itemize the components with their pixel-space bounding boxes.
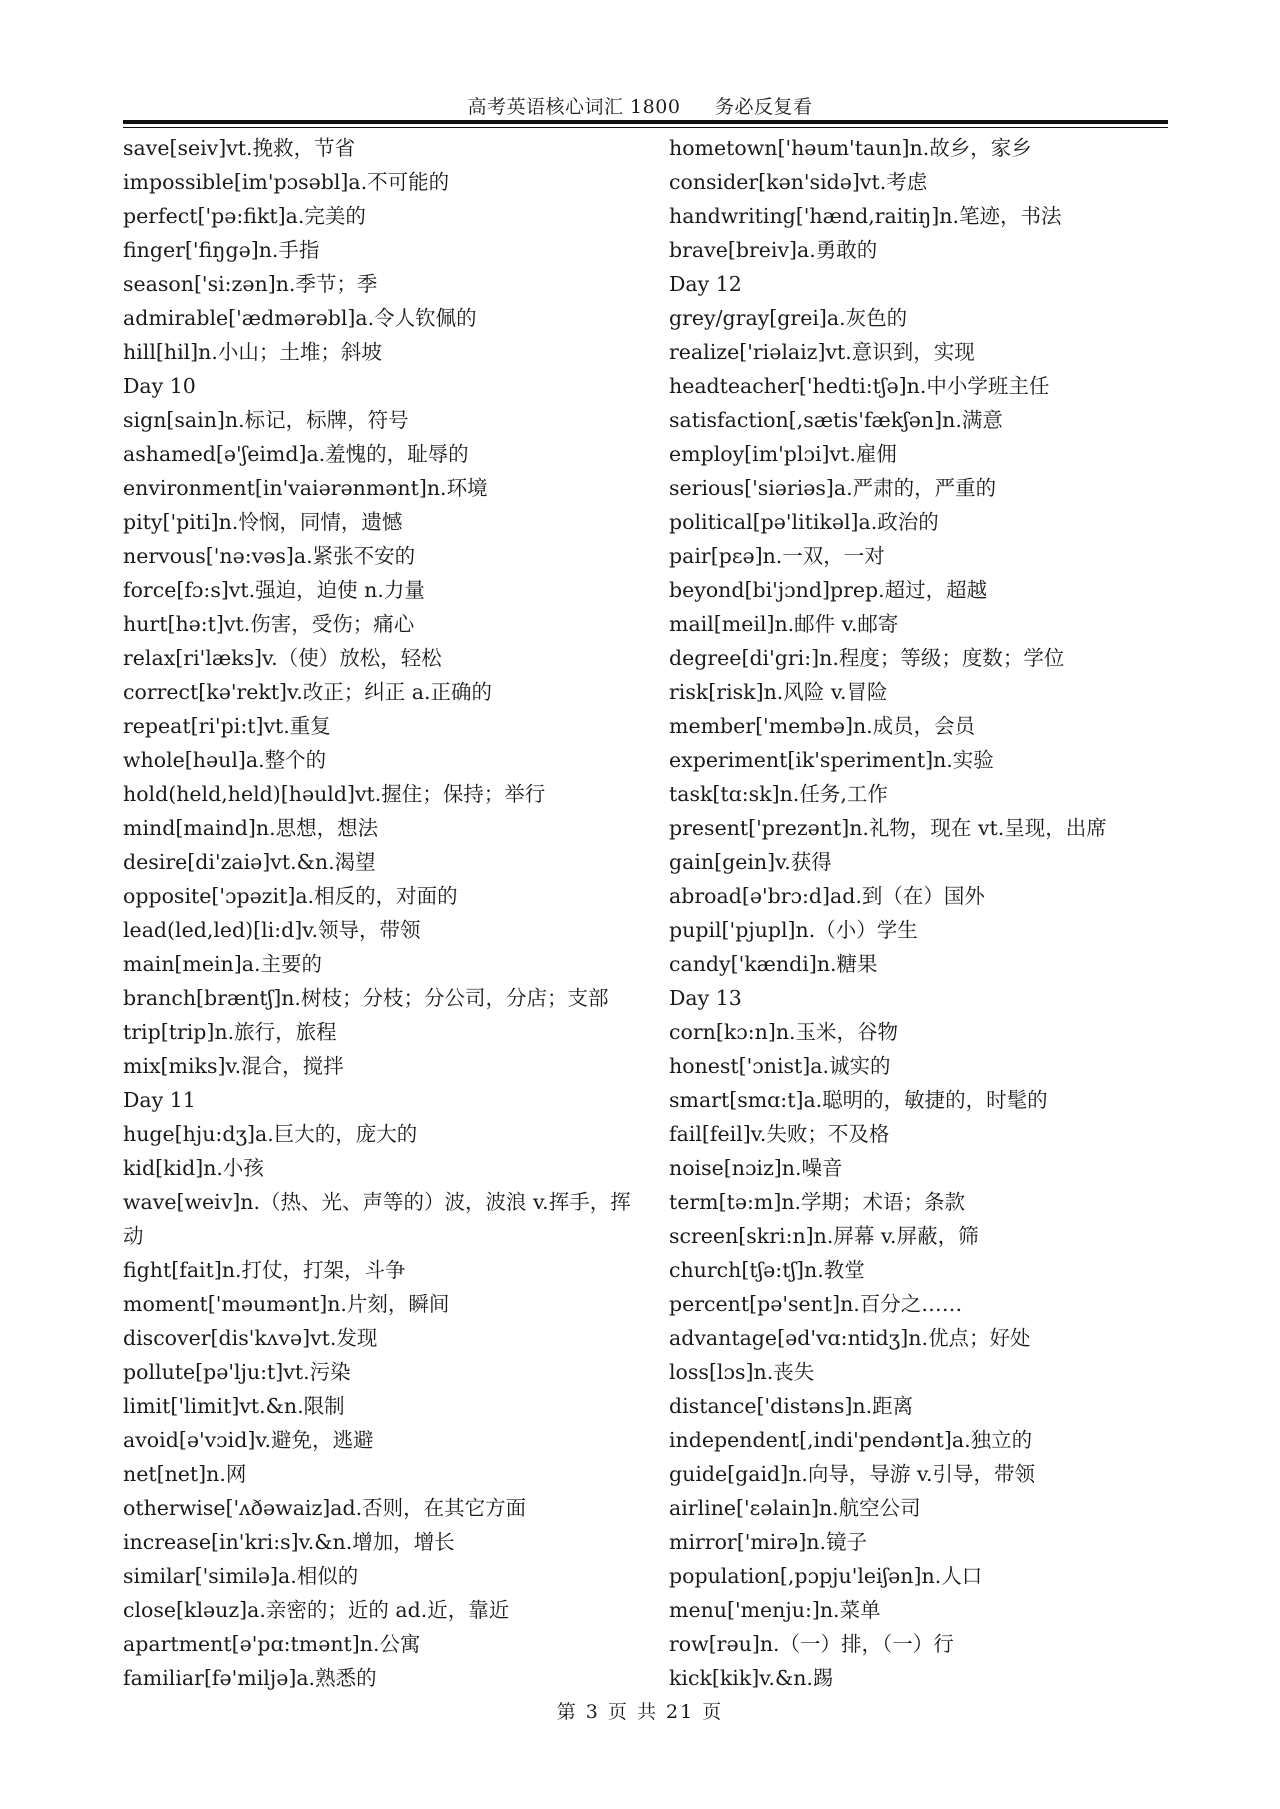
vocab-entry: mirror['mirə]n.镜子 xyxy=(669,1530,868,1554)
vocab-entry: discover[dis'kʌvə]vt.发现 xyxy=(123,1326,378,1350)
vocab-entry: finger['fiŋgə]n.手指 xyxy=(123,238,320,262)
vocab-entry: population[,pɔpju'leiʃən]n.人口 xyxy=(669,1564,983,1588)
vocab-entry: hometown['həum'taun]n.故乡，家乡 xyxy=(669,136,1032,160)
vocab-entry: hill[hil]n.小山；土堆；斜坡 xyxy=(123,340,382,364)
vocab-entry: wave[weiv]n.（热、光、声等的）波，波浪 v.挥手，挥动 xyxy=(123,1190,631,1248)
vocab-entry: church[tʃə:tʃ]n.教堂 xyxy=(669,1258,865,1282)
vocab-entry: force[fɔ:s]vt.强迫，迫使 n.力量 xyxy=(123,578,425,602)
vocab-entry: close[kləuz]a.亲密的；近的 ad.近，靠近 xyxy=(123,1598,510,1622)
vocab-entry: fail[feil]v.失败；不及格 xyxy=(669,1122,890,1146)
vocab-entry: gain[gein]v.获得 xyxy=(669,850,832,874)
vocab-entry: advantage[əd'vɑ:ntidʒ]n.优点；好处 xyxy=(669,1326,1031,1350)
day-heading: Day 13 xyxy=(669,986,742,1010)
vocab-entry: percent[pə'sent]n.百分之…… xyxy=(669,1292,963,1316)
vocab-entry: consider[kən'sidə]vt.考虑 xyxy=(669,170,928,194)
vocab-entry: row[rəu]n.（一）排，（一）行 xyxy=(669,1632,954,1656)
vocab-entry: net[net]n.网 xyxy=(123,1462,247,1486)
day-heading: Day 12 xyxy=(669,272,742,296)
vocab-entry: increase[in'kri:s]v.&n.增加，增长 xyxy=(123,1530,455,1554)
vocab-entry: perfect['pə:fikt]a.完美的 xyxy=(123,204,366,228)
vocab-entry: brave[breiv]a.勇敢的 xyxy=(669,238,878,262)
vocab-entry: mix[miks]v.混合，搅拌 xyxy=(123,1054,344,1078)
vocab-entry: correct[kə'rekt]v.改正；纠正 a.正确的 xyxy=(123,680,492,704)
vocab-entry: hold(held,held)[həuld]vt.握住；保持；举行 xyxy=(123,782,546,806)
vocab-entry: task[tɑ:sk]n.任务,工作 xyxy=(669,782,888,806)
vocab-entry: risk[risk]n.风险 v.冒险 xyxy=(669,680,888,704)
vocab-entry: branch[bræntʃ]n.树枝；分枝；分公司，分店；支部 xyxy=(123,986,609,1010)
vocab-entry: pity['piti]n.怜悯，同情，遗憾 xyxy=(123,510,403,534)
vocab-entry: impossible[im'pɔsəbl]a.不可能的 xyxy=(123,170,450,194)
vocab-entry: degree[di'gri:]n.程度；等级；度数；学位 xyxy=(669,646,1065,670)
day-heading: Day 10 xyxy=(123,374,196,398)
vocab-entry: distance['distəns]n.距离 xyxy=(669,1394,914,1418)
vocab-entry: desire[di'zaiə]vt.&n.渴望 xyxy=(123,850,376,874)
vocab-entry: moment['məumənt]n.片刻，瞬间 xyxy=(123,1292,450,1316)
vocab-entry: screen[skri:n]n.屏幕 v.屏蔽，筛 xyxy=(669,1224,979,1248)
vocab-entry: handwriting['hænd,raitiŋ]n.笔迹，书法 xyxy=(669,204,1062,228)
vocab-entry: limit['limit]vt.&n.限制 xyxy=(123,1394,345,1418)
vocab-entry: airline['ɛəlain]n.航空公司 xyxy=(669,1496,921,1520)
vocab-entry: sign[sain]n.标记，标牌，符号 xyxy=(123,408,409,432)
vocab-entry: main[mein]a.主要的 xyxy=(123,952,322,976)
header-rule-thick xyxy=(123,120,1168,124)
vocab-entry: relax[ri'læks]v.（使）放松，轻松 xyxy=(123,646,442,670)
vocab-entry: repeat[ri'pi:t]vt.重复 xyxy=(123,714,331,738)
vocab-entry: otherwise['ʌðəwaiz]ad.否则，在其它方面 xyxy=(123,1496,527,1520)
vocab-entry: mail[meil]n.邮件 v.邮寄 xyxy=(669,612,899,636)
vocab-entry: experiment[ik'speriment]n.实验 xyxy=(669,748,994,772)
vocab-entry: familiar[fə'miljə]a.熟悉的 xyxy=(123,1666,377,1690)
vocab-entry: avoid[ə'vɔid]v.避免，逃避 xyxy=(123,1428,374,1452)
vocab-entry: menu['menju:]n.菜单 xyxy=(669,1598,881,1622)
vocab-entry: save[seiv]vt.挽救，节省 xyxy=(123,136,356,160)
vocab-entry: pupil['pjupl]n.（小）学生 xyxy=(669,918,918,942)
right-column xyxy=(669,131,1169,1695)
vocab-entry: similar['similə]a.相似的 xyxy=(123,1564,359,1588)
header-title: 高考英语核心词汇 1800 xyxy=(467,96,681,118)
vocab-entry: realize['riəlaiz]vt.意识到，实现 xyxy=(669,340,975,364)
vocab-entry: fight[fait]n.打仗，打架，斗争 xyxy=(123,1258,406,1282)
header-note: 务必反复看 xyxy=(714,96,813,118)
vocab-entry: headteacher['hedti:tʃə]n.中小学班主任 xyxy=(669,374,1050,398)
vocab-entry: pollute[pə'lju:t]vt.污染 xyxy=(123,1360,351,1384)
vocab-entry: member['membə]n.成员，会员 xyxy=(669,714,976,738)
vocab-entry: abroad[ə'brɔ:d]ad.到（在）国外 xyxy=(669,884,985,908)
vocab-entry: guide[gaid]n.向导，导游 v.引导，带领 xyxy=(669,1462,1036,1486)
vocab-entry: lead(led,led)[li:d]v.领导，带领 xyxy=(123,918,421,942)
vocab-entry: honest['ɔnist]a.诚实的 xyxy=(669,1054,891,1078)
page-footer: 第 3 页 共 21 页 xyxy=(556,1701,724,1723)
left-column xyxy=(123,131,638,1695)
vocab-entry: mind[maind]n.思想，想法 xyxy=(123,816,379,840)
vocab-entry: employ[im'plɔi]vt.雇佣 xyxy=(669,442,897,466)
vocab-entry: season['si:zən]n.季节；季 xyxy=(123,272,378,296)
header-rule-thin xyxy=(123,127,1168,128)
vocab-entry: independent[,indi'pendənt]a.独立的 xyxy=(669,1428,1033,1452)
vocab-entry: nervous['nə:vəs]a.紧张不安的 xyxy=(123,544,416,568)
vocab-entry: kid[kid]n.小孩 xyxy=(123,1156,264,1180)
vocab-entry: present['prezənt]n.礼物，现在 vt.呈现，出席 xyxy=(669,816,1107,840)
vocab-entry: opposite['ɔpəzit]a.相反的，对面的 xyxy=(123,884,458,908)
vocab-entry: smart[smɑ:t]a.聪明的，敏捷的，时髦的 xyxy=(669,1088,1048,1112)
vocab-entry: grey/gray[grei]a.灰色的 xyxy=(669,306,908,330)
vocab-entry: pair[pɛə]n.一双，一对 xyxy=(669,544,885,568)
vocab-entry: apartment[ə'pɑ:tmənt]n.公寓 xyxy=(123,1632,421,1656)
vocab-entry: huge[hju:dʒ]a.巨大的，庞大的 xyxy=(123,1122,418,1146)
page-header xyxy=(0,92,1280,119)
vocab-entry: admirable['ædmərəbl]a.令人钦佩的 xyxy=(123,306,477,330)
vocab-entry: loss[lɔs]n.丧失 xyxy=(669,1360,815,1384)
vocab-entry: hurt[hə:t]vt.伤害，受伤；痛心 xyxy=(123,612,415,636)
vocab-entry: candy['kændi]n.糖果 xyxy=(669,952,878,976)
vocab-entry: whole[həul]a.整个的 xyxy=(123,748,327,772)
vocab-entry: kick[kik]v.&n.踢 xyxy=(669,1666,834,1690)
vocab-entry: corn[kɔ:n]n.玉米，谷物 xyxy=(669,1020,899,1044)
vocab-entry: satisfaction[,sætis'fækʃən]n.满意 xyxy=(669,408,1003,432)
vocab-entry: beyond[bi'jɔnd]prep.超过，超越 xyxy=(669,578,988,602)
vocab-entry: environment[in'vaiərənmənt]n.环境 xyxy=(123,476,488,500)
vocab-entry: noise[nɔiz]n.噪音 xyxy=(669,1156,843,1180)
vocab-entry: term[tə:m]n.学期；术语；条款 xyxy=(669,1190,966,1214)
day-heading: Day 11 xyxy=(123,1088,196,1112)
vocab-entry: political[pə'litikəl]a.政治的 xyxy=(669,510,939,534)
vocab-entry: ashamed[ə'ʃeimd]a.羞愧的，耻辱的 xyxy=(123,442,469,466)
vocab-entry: serious['siəriəs]a.严肃的，严重的 xyxy=(669,476,997,500)
vocab-entry: trip[trip]n.旅行，旅程 xyxy=(123,1020,337,1044)
